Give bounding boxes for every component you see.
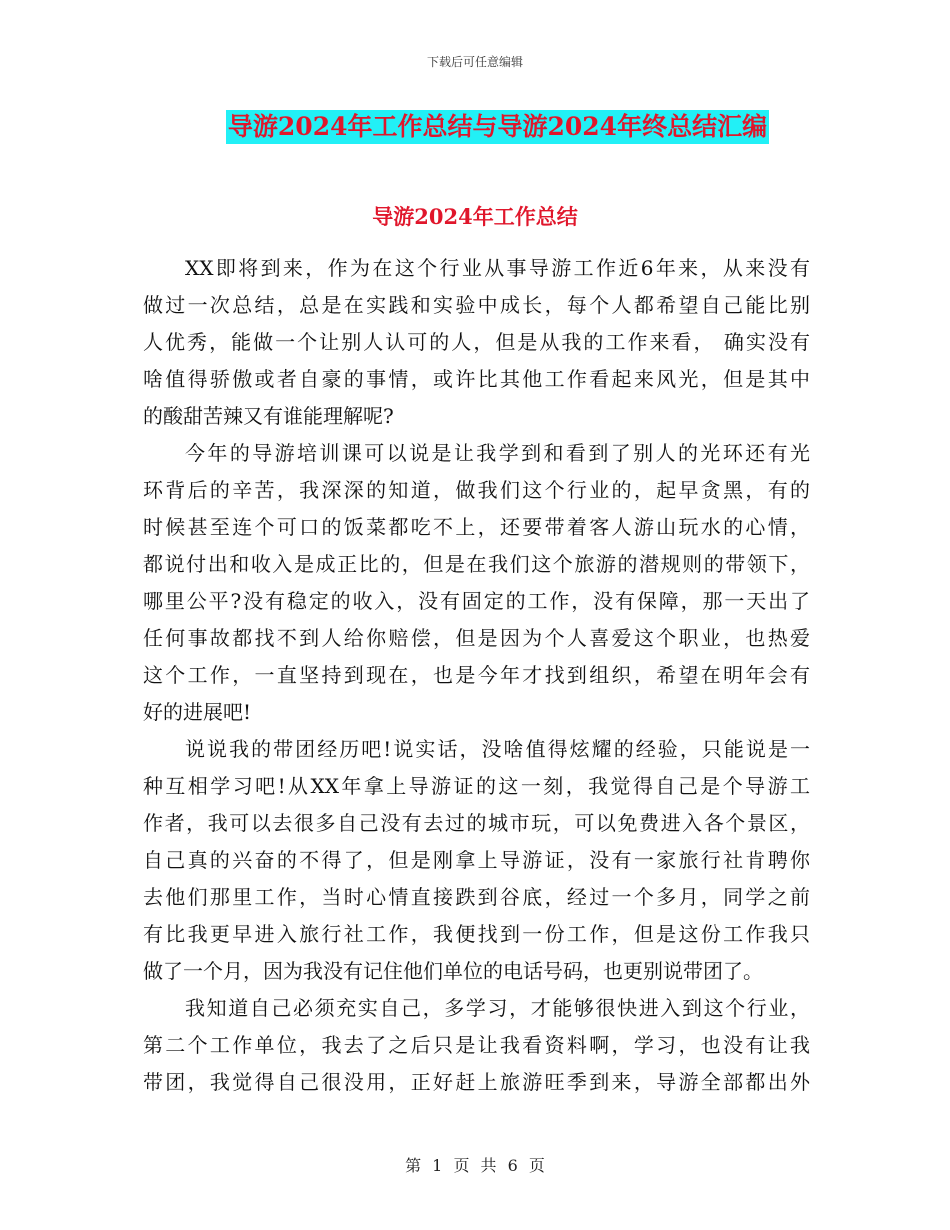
paragraph-line: 自己真的兴奋的不得了，但是刚拿上导游证，没有一家旅行社肯聘你 xyxy=(143,848,810,872)
paragraph-line: 做过一次总结，总是在实践和实验中成长，每个人都希望自己能比别 xyxy=(143,293,810,317)
paragraph-line: 第二个工作单位，我去了之后只是让我看资料啊，学习，也没有让我 xyxy=(143,1033,810,1057)
paragraph-line: 这个工作，一直坚持到现在，也是今年才找到组织，希望在明年会有 xyxy=(143,663,810,687)
paragraph-line: 好的进展吧! xyxy=(143,700,252,724)
paragraph-line: 做了一个月，因为我没有记住他们单位的电话号码，也更别说带团了。 xyxy=(143,959,763,983)
page-number-footer: 第 1 页 共 6 页 xyxy=(405,1156,545,1175)
paragraph-line: 哪里公平?没有稳定的收入，没有固定的工作，没有保障，那一天出了 xyxy=(143,589,810,613)
section-title: 导游2024年工作总结 xyxy=(372,204,578,229)
paragraph-line: 有比我更早进入旅行社工作，我便找到一份工作，但是这份工作我只 xyxy=(143,922,810,946)
paragraph-line: 带团，我觉得自己很没用，正好赶上旅游旺季到来，导游全部都出外 xyxy=(143,1070,810,1094)
paragraph-line: 人优秀，能做一个让别人认可的人，但是从我的工作来看， 确实没有 xyxy=(143,330,810,354)
paragraph-line: 我知道自己必须充实自己，多学习，才能够很快进入到这个行业， xyxy=(185,996,810,1020)
paragraph-line: 的酸甜苦辣又有谁能理解呢? xyxy=(143,404,394,428)
paragraph-line: 今年的导游培训课可以说是让我学到和看到了别人的光环还有光 xyxy=(185,441,810,465)
document-title-container xyxy=(0,110,950,144)
paragraph-line: 去他们那里工作，当时心情直接跌到谷底，经过一个多月，同学之前 xyxy=(143,885,810,909)
paragraph-line: 作者，我可以去很多自己没有去过的城市玩，可以免费进入各个景区， xyxy=(143,811,810,835)
paragraph-line: 啥值得骄傲或者自豪的事情，或许比其他工作看起来风光，但是其中 xyxy=(143,367,810,391)
header-note: 下载后可任意编辑 xyxy=(426,55,523,69)
paragraph-line: 说说我的带团经历吧!说实话，没啥值得炫耀的经验，只能说是一 xyxy=(185,737,810,761)
paragraph-line: 都说付出和收入是成正比的，但是在我们这个旅游的潜规则的带领下， xyxy=(143,552,810,576)
body-text xyxy=(143,250,810,1101)
paragraph-line: 任何事故都找不到人给你赔偿，但是因为个人喜爱这个职业，也热爱 xyxy=(143,626,810,650)
paragraph-line: 时候甚至连个可口的饭菜都吃不上，还要带着客人游山玩水的心情， xyxy=(143,515,810,539)
paragraph-line: 环背后的辛苦，我深深的知道，做我们这个行业的，起早贪黑，有的 xyxy=(143,478,810,502)
document-title: 导游2024年工作总结与导游2024年终总结汇编 xyxy=(226,110,769,144)
paragraph-line: XX即将到来，作为在这个行业从事导游工作近6年来，从来没有 xyxy=(185,256,810,280)
paragraph-line: 种互相学习吧!从XX年拿上导游证的这一刻，我觉得自己是个导游工 xyxy=(143,774,810,798)
